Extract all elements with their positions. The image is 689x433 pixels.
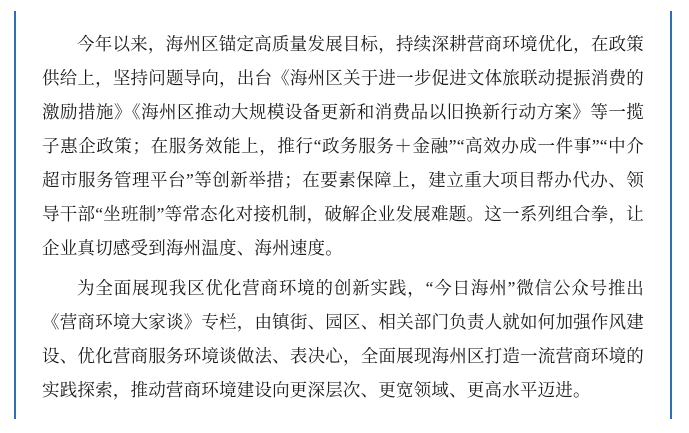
document-frame [14, 11, 672, 419]
paragraph-1: 今年以来，海州区锚定高质量发展目标，持续深耕营商环境优化，在政策供给上，坚持问题导向，出台《海州区关于进一步促进文体旅联动提振消费的激励措施》《海州区推动大规模设备更新和消费品以旧换新行动方案》等一揽子惠企政策；在服务效能上，推行“政务服务＋金融”“高效办成一件事”“中介超市服务管理平台”等创新举措；在要素保障上，建立重大项目帮办代办、领导干部“坐班制”等常态化对接机制，破解企业发展难题。这一系列组合拳，让企业真切感受到海州温度、海州速度。 [42, 34, 644, 258]
paragraph-2: 为全面展现我区优化营商环境的创新实践，“今日海州”微信公众号推出《营商环境大家谈》专栏，由镇街、园区、相关部门负责人就如何加强作风建设、优化营商服务环境谈做法、表决心，全面展现海州区打造一流营商环境的实践探索，推动营商环境建设向更深层次、更宽领域、更高水平迈进。 [42, 278, 644, 400]
document-body [16, 11, 670, 407]
